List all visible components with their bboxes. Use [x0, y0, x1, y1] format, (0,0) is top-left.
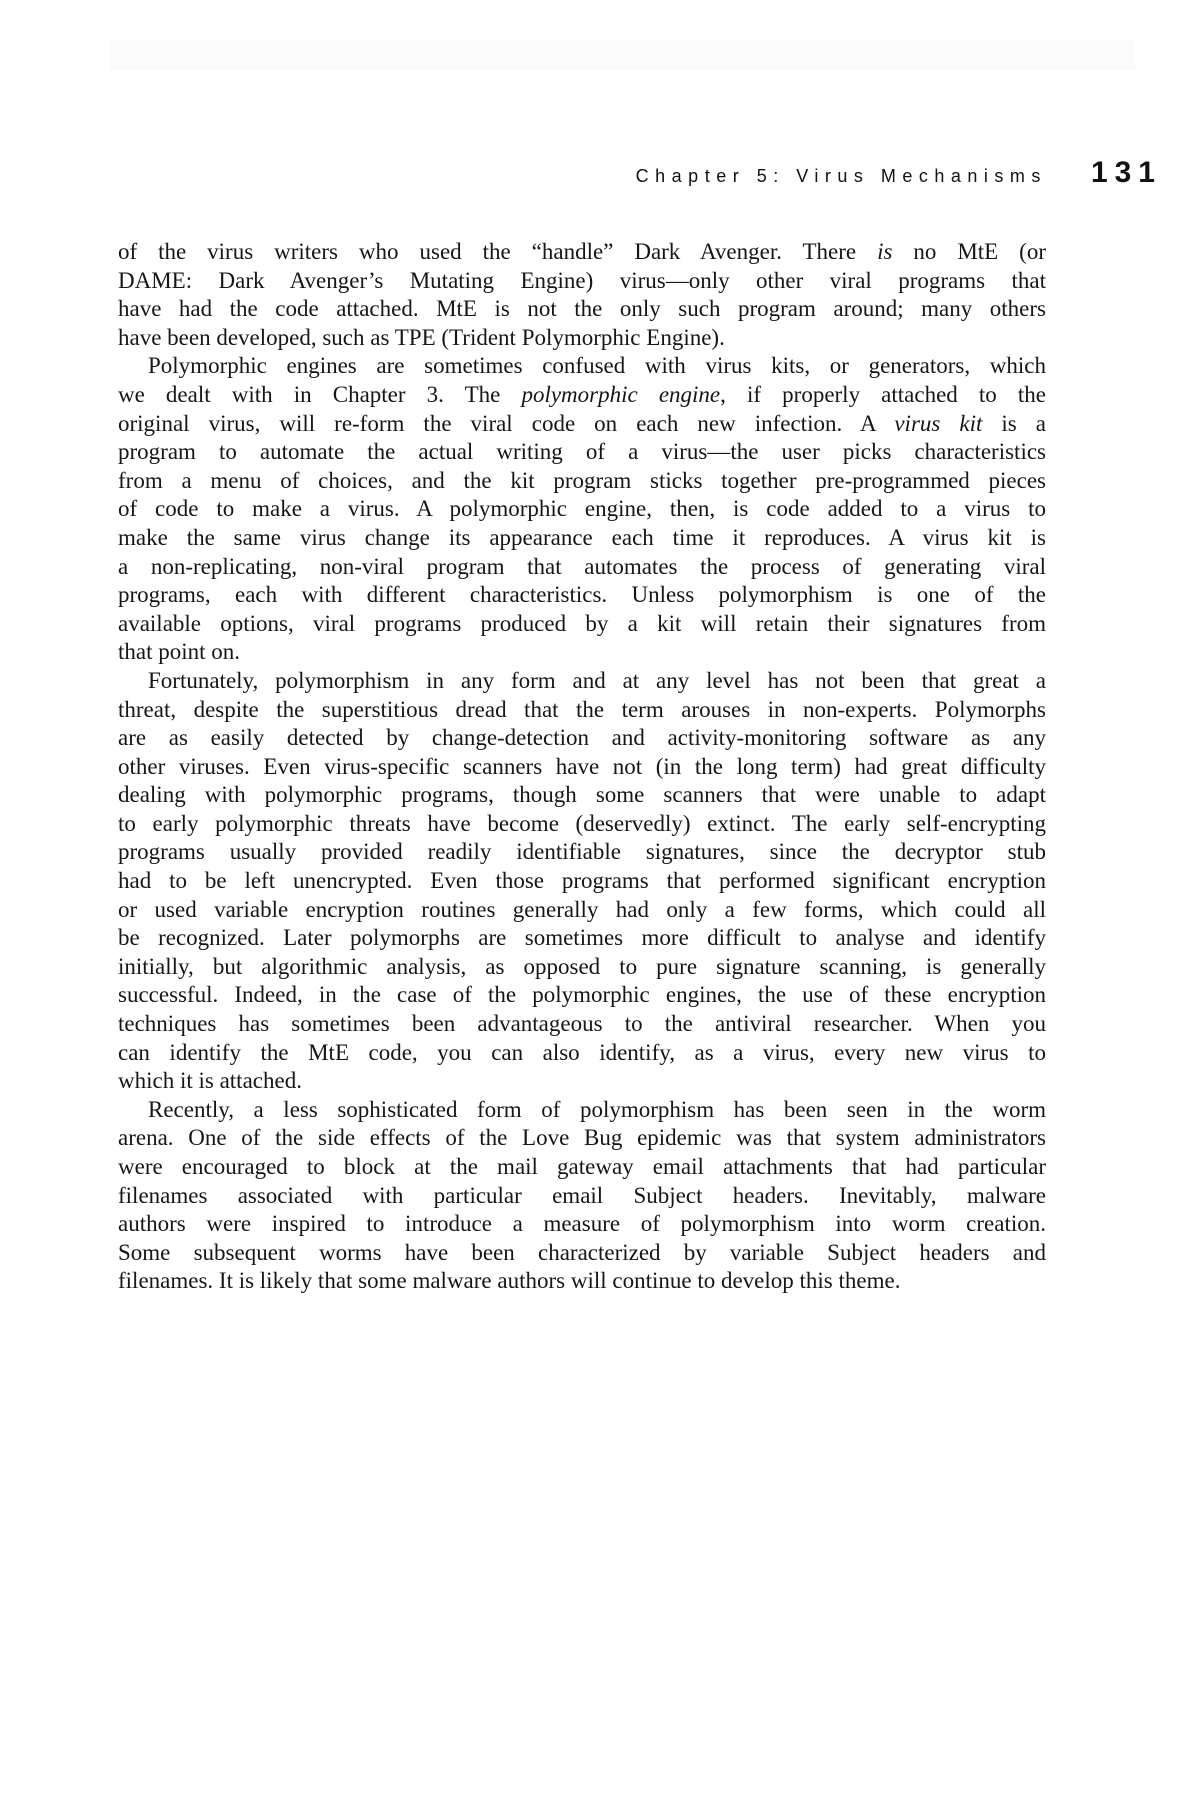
text-line: [118, 724, 1046, 753]
text-line: [118, 1010, 1046, 1039]
text-line: [118, 295, 1046, 324]
text-segment: have been developed, such as TPE (Trident Polymorphic Engine).: [118, 324, 725, 350]
text-line: [118, 638, 1046, 667]
text-line: [118, 781, 1046, 810]
text-segment: were encouraged to block at the mail gateway email attachments that had particular: [118, 1154, 1046, 1179]
text-line: [118, 553, 1046, 582]
text-segment: original virus, will re-form the viral code on each new infection. A: [118, 410, 895, 436]
body-text: [118, 238, 1046, 1296]
text-segment: are as easily detected by change-detection and activity-monitoring software as any: [118, 725, 1046, 751]
text-line: [118, 1039, 1046, 1068]
text-line: [118, 267, 1046, 296]
text-segment: make the same virus change its appearance each time it reproduces. A virus kit is: [118, 524, 1046, 550]
paragraph: [118, 667, 1046, 1096]
text-segment: other viruses. Even virus-specific scanners have not (in the long term) had great difficulty: [118, 753, 1046, 779]
text-line: [118, 1267, 1046, 1296]
text-line: [118, 410, 1046, 439]
text-line: [118, 924, 1046, 953]
text-segment: had to be left unencrypted. Even those programs that performed significant encryption: [118, 868, 1046, 894]
italic-text-segment: is: [877, 239, 893, 264]
text-line: [118, 1124, 1046, 1153]
text-segment: threat, despite the superstitious dread that the term arouses in non-experts. Polymorphs: [118, 696, 1046, 722]
text-line: [118, 610, 1046, 639]
paragraph: [118, 352, 1046, 667]
text-segment: successful. Indeed, in the case of the polymorphic engines, the use of these encryption: [118, 982, 1046, 1008]
text-line: [118, 1182, 1046, 1211]
text-segment: DAME: Dark Avenger’s Mutating Engine) virus—only other viral programs that: [118, 267, 1046, 293]
text-line: [118, 867, 1046, 896]
text-segment: that point on.: [118, 639, 241, 665]
text-line: [118, 896, 1046, 925]
text-line: [118, 1067, 1046, 1096]
text-segment: Fortunately, polymorphism in any form and at any level has not been that great a: [148, 667, 1046, 693]
text-line: [118, 1153, 1046, 1182]
scan-artifact-band: [110, 40, 1135, 70]
text-line: [118, 981, 1046, 1010]
text-line: [118, 495, 1046, 524]
text-segment: we dealt with in Chapter 3. The: [118, 381, 522, 407]
text-line: [118, 810, 1046, 839]
text-segment: programs usually provided readily identifiable signatures, since the decryptor stub: [118, 839, 1046, 865]
text-segment: Some subsequent worms have been characterized by variable Subject headers and: [118, 1239, 1046, 1265]
text-line: [118, 238, 1046, 267]
text-segment: from a menu of choices, and the kit program sticks together pre-programmed pieces: [118, 467, 1046, 493]
italic-text-segment: polymorphic engine: [521, 381, 721, 407]
text-line: [118, 438, 1046, 467]
text-segment: Polymorphic engines are sometimes confused with virus kits, or generators, which: [148, 353, 1046, 379]
chapter-title: Chapter 5: Virus Mechanisms: [635, 166, 1047, 186]
text-segment: , if properly attached to the: [720, 381, 1046, 407]
text-line: [118, 581, 1046, 610]
italic-text-segment: virus kit: [894, 410, 983, 436]
text-line: [118, 1239, 1046, 1268]
text-segment: dealing with polymorphic programs, though some scanners that were unable to adapt: [118, 782, 1046, 808]
text-segment: be recognized. Later polymorphs are sometimes more difficult to analyse and identify: [118, 925, 1046, 951]
text-line: [118, 753, 1046, 782]
text-segment: program to automate the actual writing of a virus—the user picks characteristics: [118, 439, 1046, 465]
page-header: [0, 156, 1162, 190]
text-line: [118, 667, 1046, 696]
text-line: [118, 838, 1046, 867]
text-segment: to early polymorphic threats have become (deservedly) extinct. The early self-encrypting: [118, 810, 1046, 836]
text-line: [118, 1096, 1046, 1125]
page-number: 131: [1090, 156, 1162, 189]
text-line: [118, 696, 1046, 725]
text-segment: programs, each with different characteristics. Unless polymorphism is one of the: [118, 582, 1046, 608]
text-segment: Recently, a less sophisticated form of polymorphism has been seen in the worm: [148, 1096, 1046, 1122]
paragraph: [118, 1096, 1046, 1296]
text-segment: authors were inspired to introduce a measure of polymorphism into worm creation.: [118, 1211, 1046, 1237]
text-line: [118, 524, 1046, 553]
text-segment: or used variable encryption routines generally had only a few forms, which could all: [118, 896, 1046, 922]
text-segment: filenames. It is likely that some malware authors will continue to develop this theme.: [118, 1268, 901, 1294]
text-line: [118, 381, 1046, 410]
text-line: [118, 352, 1046, 381]
text-segment: can identify the MtE code, you can also identify, as a virus, every new virus to: [118, 1039, 1046, 1065]
text-segment: no MtE (or: [892, 239, 1046, 264]
text-segment: techniques has sometimes been advantageous to the antiviral researcher. When you: [118, 1011, 1046, 1037]
text-segment: available options, viral programs produced by a kit will retain their signatures from: [118, 610, 1046, 636]
text-segment: is a: [982, 410, 1046, 436]
paragraph: [118, 238, 1046, 352]
text-line: [118, 1210, 1046, 1239]
text-segment: of code to make a virus. A polymorphic engine, then, is code added to a virus to: [118, 496, 1046, 522]
text-segment: arena. One of the side effects of the Love Bug epidemic was that system administrators: [118, 1125, 1046, 1151]
text-segment: which it is attached.: [118, 1068, 302, 1094]
text-segment: a non-replicating, non-viral program that automates the process of generating viral: [118, 553, 1046, 579]
text-line: [118, 324, 1046, 353]
text-segment: initially, but algorithmic analysis, as opposed to pure signature scanning, is generally: [118, 953, 1046, 979]
text-segment: filenames associated with particular email Subject headers. Inevitably, malware: [118, 1182, 1046, 1208]
text-line: [118, 953, 1046, 982]
text-segment: of the virus writers who used the “handle” Dark Avenger. There: [118, 239, 878, 264]
text-line: [118, 467, 1046, 496]
text-segment: have had the code attached. MtE is not the only such program around; many others: [118, 296, 1046, 322]
